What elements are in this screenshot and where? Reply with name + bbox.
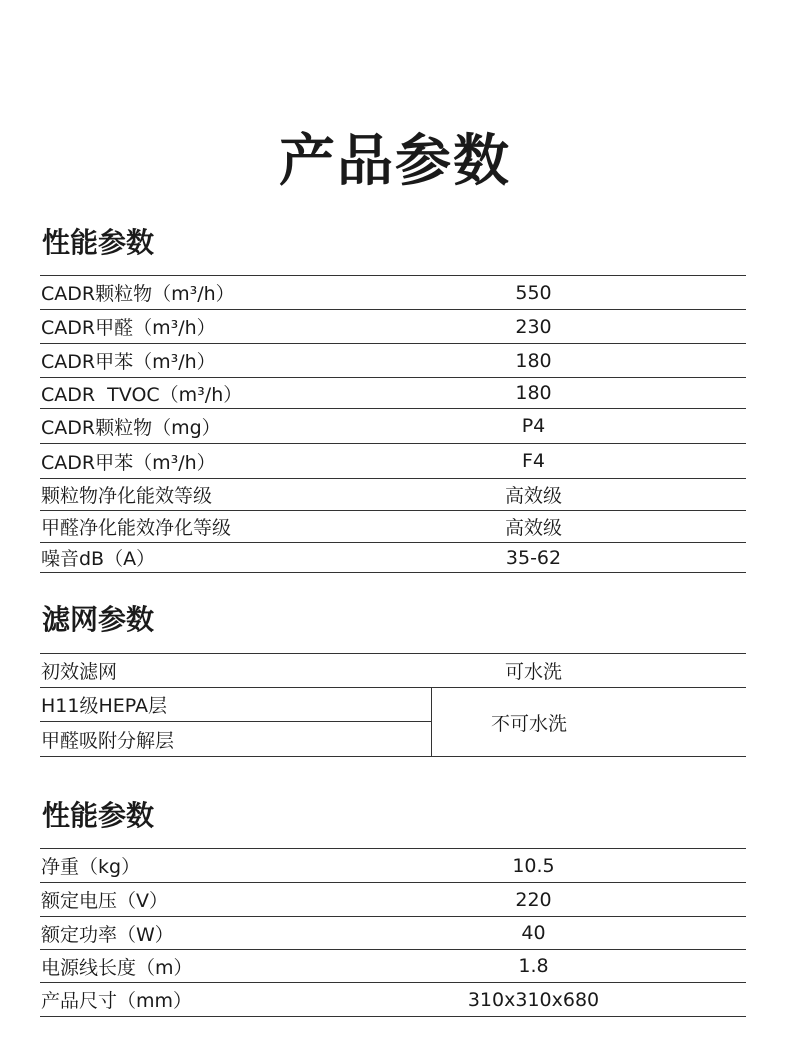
row-label: H11级HEPA层 [41, 695, 167, 717]
row-label: 颗粒物净化能效等级 [41, 485, 213, 507]
section-title-specs: 性能参数 [42, 799, 155, 832]
section-title-filter: 滤网参数 [42, 603, 155, 636]
table-row [40, 408, 746, 443]
merged-row-group [40, 687, 746, 757]
table-row [40, 542, 746, 573]
row-label: 噪音dB（A） [41, 548, 156, 570]
row-value: 40 [521, 922, 546, 944]
row-value: 高效级 [504, 517, 562, 539]
table-row [40, 377, 746, 408]
row-label: CADR TVOC（m³/h） [41, 383, 243, 406]
row-value: 220 [515, 888, 552, 911]
table-row [40, 653, 746, 687]
table-row [40, 343, 746, 377]
table-row [40, 949, 746, 982]
row-value: P4 [521, 415, 546, 437]
row-value: 310x310x680 [467, 988, 600, 1011]
table-row [40, 916, 746, 949]
row-label: CADR颗粒物（mg） [41, 416, 221, 439]
performance-table [40, 275, 746, 573]
table-row [40, 309, 746, 343]
table-row [40, 882, 746, 916]
row-value: 180 [515, 382, 552, 404]
table-row [40, 275, 746, 309]
row-value: 10.5 [512, 854, 555, 877]
section-title-performance: 性能参数 [42, 226, 155, 259]
row-label: 净重（kg） [41, 856, 141, 878]
table-row [40, 510, 746, 542]
table-row [40, 848, 746, 882]
row-value: 230 [515, 315, 552, 338]
merged-value: 不可水洗 [490, 712, 567, 735]
row-label: 额定电压（V） [41, 890, 168, 912]
row-label: CADR甲苯（m³/h） [41, 451, 216, 474]
row-label: 甲醛吸附分解层 [40, 721, 431, 756]
row-label: 额定功率（W） [41, 923, 174, 946]
table-row [40, 478, 746, 510]
row-label: 产品尺寸（mm） [41, 990, 193, 1012]
row-label: 初效滤网 [41, 661, 118, 683]
row-label: 电源线长度（m） [41, 956, 193, 979]
row-value: 35-62 [505, 546, 562, 569]
row-value: 可水洗 [504, 661, 562, 683]
row-value: 550 [515, 281, 552, 304]
page-title: 产品参数 [279, 129, 511, 194]
row-value: 1.8 [518, 955, 549, 977]
merged-labels [40, 688, 432, 756]
table-row [40, 982, 746, 1017]
table-row [40, 443, 746, 478]
filter-table [40, 653, 746, 757]
row-label: CADR颗粒物（m³/h） [41, 283, 235, 305]
row-label: 甲醛净化能效净化等级 [41, 517, 232, 539]
row-value: 高效级 [504, 485, 562, 507]
row-label: CADR甲醛（m³/h） [41, 317, 216, 339]
row-value: 180 [515, 349, 552, 372]
specs-table [40, 848, 746, 1017]
row-value: F4 [521, 450, 546, 472]
row-label: CADR甲苯（m³/h） [41, 351, 216, 373]
